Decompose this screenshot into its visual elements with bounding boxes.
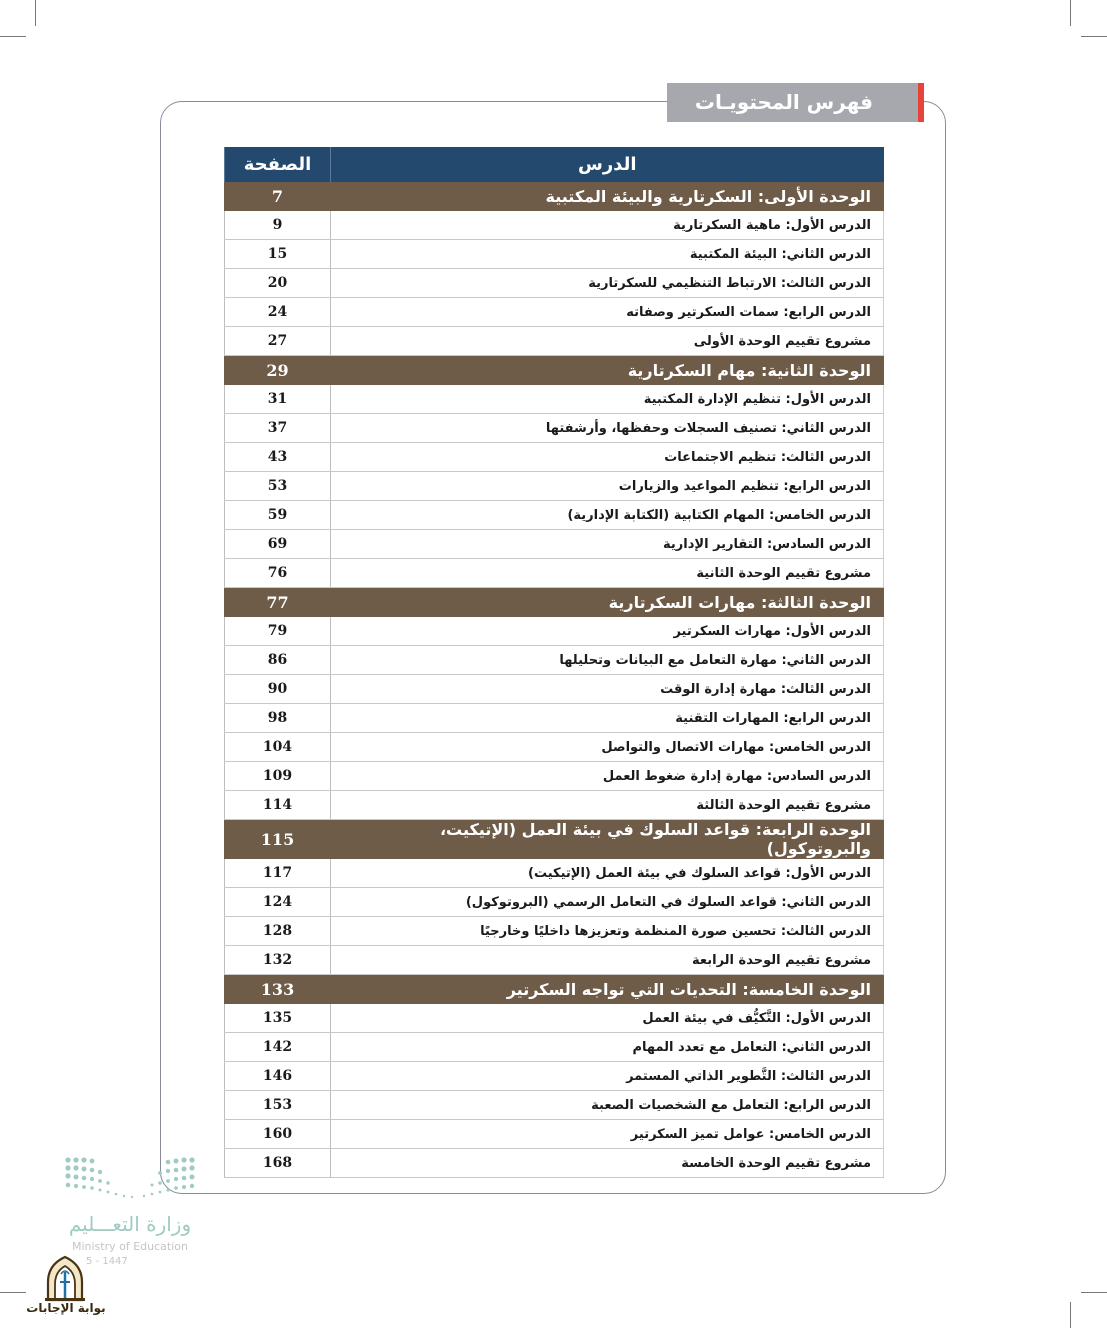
lesson-title: الدرس الرابع: سمات السكرتير وصفاته [331, 298, 884, 327]
lesson-title: الدرس الأول: قواعد السلوك في بيئة العمل (الإتيكيت) [331, 859, 884, 888]
unit-title: الوحدة الثالثة: مهارات السكرتارية [331, 588, 884, 617]
lesson-title: الدرس الأول: تنظيم الإدارة المكتبية [331, 385, 884, 414]
page-number: 37 [225, 414, 331, 443]
page-number: 109 [225, 762, 331, 791]
table-row [225, 472, 884, 501]
lesson-title: الدرس الخامس: المهام الكتابية (الكتابة الإدارية) [331, 501, 884, 530]
crop-mark [1081, 1292, 1107, 1293]
page-number: 90 [225, 675, 331, 704]
table-row [225, 211, 884, 240]
page-number: 7 [225, 182, 331, 211]
table-row [225, 501, 884, 530]
page-title [667, 83, 919, 122]
ministry-name-english: Ministry of Education [71, 1240, 188, 1253]
table-row [225, 1091, 884, 1120]
page-number: 59 [225, 501, 331, 530]
page-number: 31 [225, 385, 331, 414]
table-row [225, 888, 884, 917]
lesson-title: الدرس الرابع: تنظيم المواعيد والزيارات [331, 472, 884, 501]
lesson-title: مشروع تقييم الوحدة الثالثة [331, 791, 884, 820]
lesson-title: الدرس الرابع: التعامل مع الشخصيات الصعبة [331, 1091, 884, 1120]
lesson-title: الدرس الثالث: مهارة إدارة الوقت [331, 675, 884, 704]
page-number: 132 [225, 946, 331, 975]
lesson-title: مشروع تقييم الوحدة الأولى [331, 327, 884, 356]
page-number: 53 [225, 472, 331, 501]
crop-mark [1070, 1302, 1071, 1328]
lesson-title: الدرس الثاني: التعامل مع تعدد المهام [331, 1033, 884, 1062]
lesson-title: الدرس الخامس: عوامل تميز السكرتير [331, 1120, 884, 1149]
table-row [225, 385, 884, 414]
table-row [225, 530, 884, 559]
page-number: 160 [225, 1120, 331, 1149]
lesson-title: الدرس الثاني: البيئة المكتبية [331, 240, 884, 269]
table-row [225, 646, 884, 675]
page-number: 104 [225, 733, 331, 762]
unit-row [225, 975, 884, 1004]
page-number: 135 [225, 1004, 331, 1033]
page-number: 98 [225, 704, 331, 733]
unit-title: الوحدة الأولى: السكرتارية والبيئة المكتبية [331, 182, 884, 211]
lesson-title: مشروع تقييم الوحدة الخامسة [331, 1149, 884, 1178]
table-row [225, 1004, 884, 1033]
page-number: 24 [225, 298, 331, 327]
lesson-title: الدرس الثالث: تحسين صورة المنظمة وتعزيزها داخليًا وخارجيًا [331, 917, 884, 946]
lesson-title: الدرس الثاني: مهارة التعامل مع البيانات وتحليلها [331, 646, 884, 675]
lesson-title: الدرس السادس: التقارير الإدارية [331, 530, 884, 559]
page-number: 146 [225, 1062, 331, 1091]
contents-table-body [225, 182, 884, 1178]
page-number: 168 [225, 1149, 331, 1178]
lesson-title: الدرس الثالث: التَّطوير الذاتي المستمر [331, 1062, 884, 1091]
unit-title: الوحدة الرابعة: قواعد السلوك في بيئة العمل (الإتيكيت، والبروتوكول) [331, 820, 884, 859]
page-number: 133 [225, 975, 331, 1004]
table-row [225, 917, 884, 946]
crop-mark [0, 1292, 26, 1293]
page-number: 153 [225, 1091, 331, 1120]
lesson-title: الدرس الأول: التَّكيُّف في بيئة العمل [331, 1004, 884, 1033]
unit-row [225, 588, 884, 617]
lesson-title: مشروع تقييم الوحدة الثانية [331, 559, 884, 588]
table-row [225, 414, 884, 443]
table-row [225, 704, 884, 733]
crop-mark [1081, 36, 1107, 37]
table-row [225, 240, 884, 269]
unit-title: الوحدة الخامسة: التحديات التي تواجه السكرتير [331, 975, 884, 1004]
ministry-logo-icon [60, 1154, 200, 1202]
table-row [225, 1062, 884, 1091]
table-row [225, 859, 884, 888]
page-number: 79 [225, 617, 331, 646]
page-number: 20 [225, 269, 331, 298]
table-row [225, 1120, 884, 1149]
page-number: 124 [225, 888, 331, 917]
table-row [225, 559, 884, 588]
page-number: 69 [225, 530, 331, 559]
table-row [225, 269, 884, 298]
page-number: 128 [225, 917, 331, 946]
unit-row [225, 356, 884, 385]
lesson-title: الدرس الثاني: قواعد السلوك في التعامل الرسمي (البروتوكول) [331, 888, 884, 917]
table-row [225, 1149, 884, 1178]
page-title-text: فهرس المحتويـات [694, 90, 873, 114]
crop-mark [0, 36, 26, 37]
page-number: 142 [225, 1033, 331, 1062]
column-header-lesson: الدرس [331, 147, 884, 182]
gate-logo-icon [40, 1254, 90, 1302]
page-number: 117 [225, 859, 331, 888]
lesson-title: الدرس الأول: مهارات السكرتير [331, 617, 884, 646]
page-number: 15 [225, 240, 331, 269]
table-row [225, 791, 884, 820]
contents-table [224, 147, 884, 1178]
crop-mark [1070, 0, 1071, 26]
ministry-year: 5 - 1447 [86, 1256, 128, 1267]
table-row [225, 1033, 884, 1062]
lesson-title: الدرس الثاني: تصنيف السجلات وحفظها، وأرشفتها [331, 414, 884, 443]
table-row [225, 675, 884, 704]
table-row [225, 946, 884, 975]
lesson-title: الدرس الثالث: الارتباط التنظيمي للسكرتارية [331, 269, 884, 298]
table-row [225, 298, 884, 327]
crop-mark [35, 0, 36, 26]
lesson-title: الدرس الخامس: مهارات الاتصال والتواصل [331, 733, 884, 762]
lesson-title: الدرس السادس: مهارة إدارة ضغوط العمل [331, 762, 884, 791]
page-number: 9 [225, 211, 331, 240]
page-number: 43 [225, 443, 331, 472]
table-row [225, 617, 884, 646]
unit-row [225, 820, 884, 859]
table-row [225, 733, 884, 762]
unit-row [225, 182, 884, 211]
lesson-title: الدرس الأول: ماهية السكرتارية [331, 211, 884, 240]
title-accent-bar [918, 83, 924, 122]
lesson-title: مشروع تقييم الوحدة الرابعة [331, 946, 884, 975]
page-number: 29 [225, 356, 331, 385]
table-header-row [225, 147, 884, 182]
page-number: 86 [225, 646, 331, 675]
page-number: 115 [225, 820, 331, 859]
page-number: 76 [225, 559, 331, 588]
lesson-title: الدرس الرابع: المهارات التقنية [331, 704, 884, 733]
table-row [225, 327, 884, 356]
table-row [225, 762, 884, 791]
ministry-name-arabic: وزارة التعـــليم [68, 1212, 192, 1236]
table-row [225, 443, 884, 472]
page-number: 77 [225, 588, 331, 617]
lesson-title: الدرس الثالث: تنظيم الاجتماعات [331, 443, 884, 472]
page-number: 114 [225, 791, 331, 820]
watermark-text: بوابة الإجابات [26, 1301, 106, 1315]
unit-title: الوحدة الثانية: مهام السكرتارية [331, 356, 884, 385]
page-number: 27 [225, 327, 331, 356]
column-header-page: الصفحة [225, 147, 331, 182]
